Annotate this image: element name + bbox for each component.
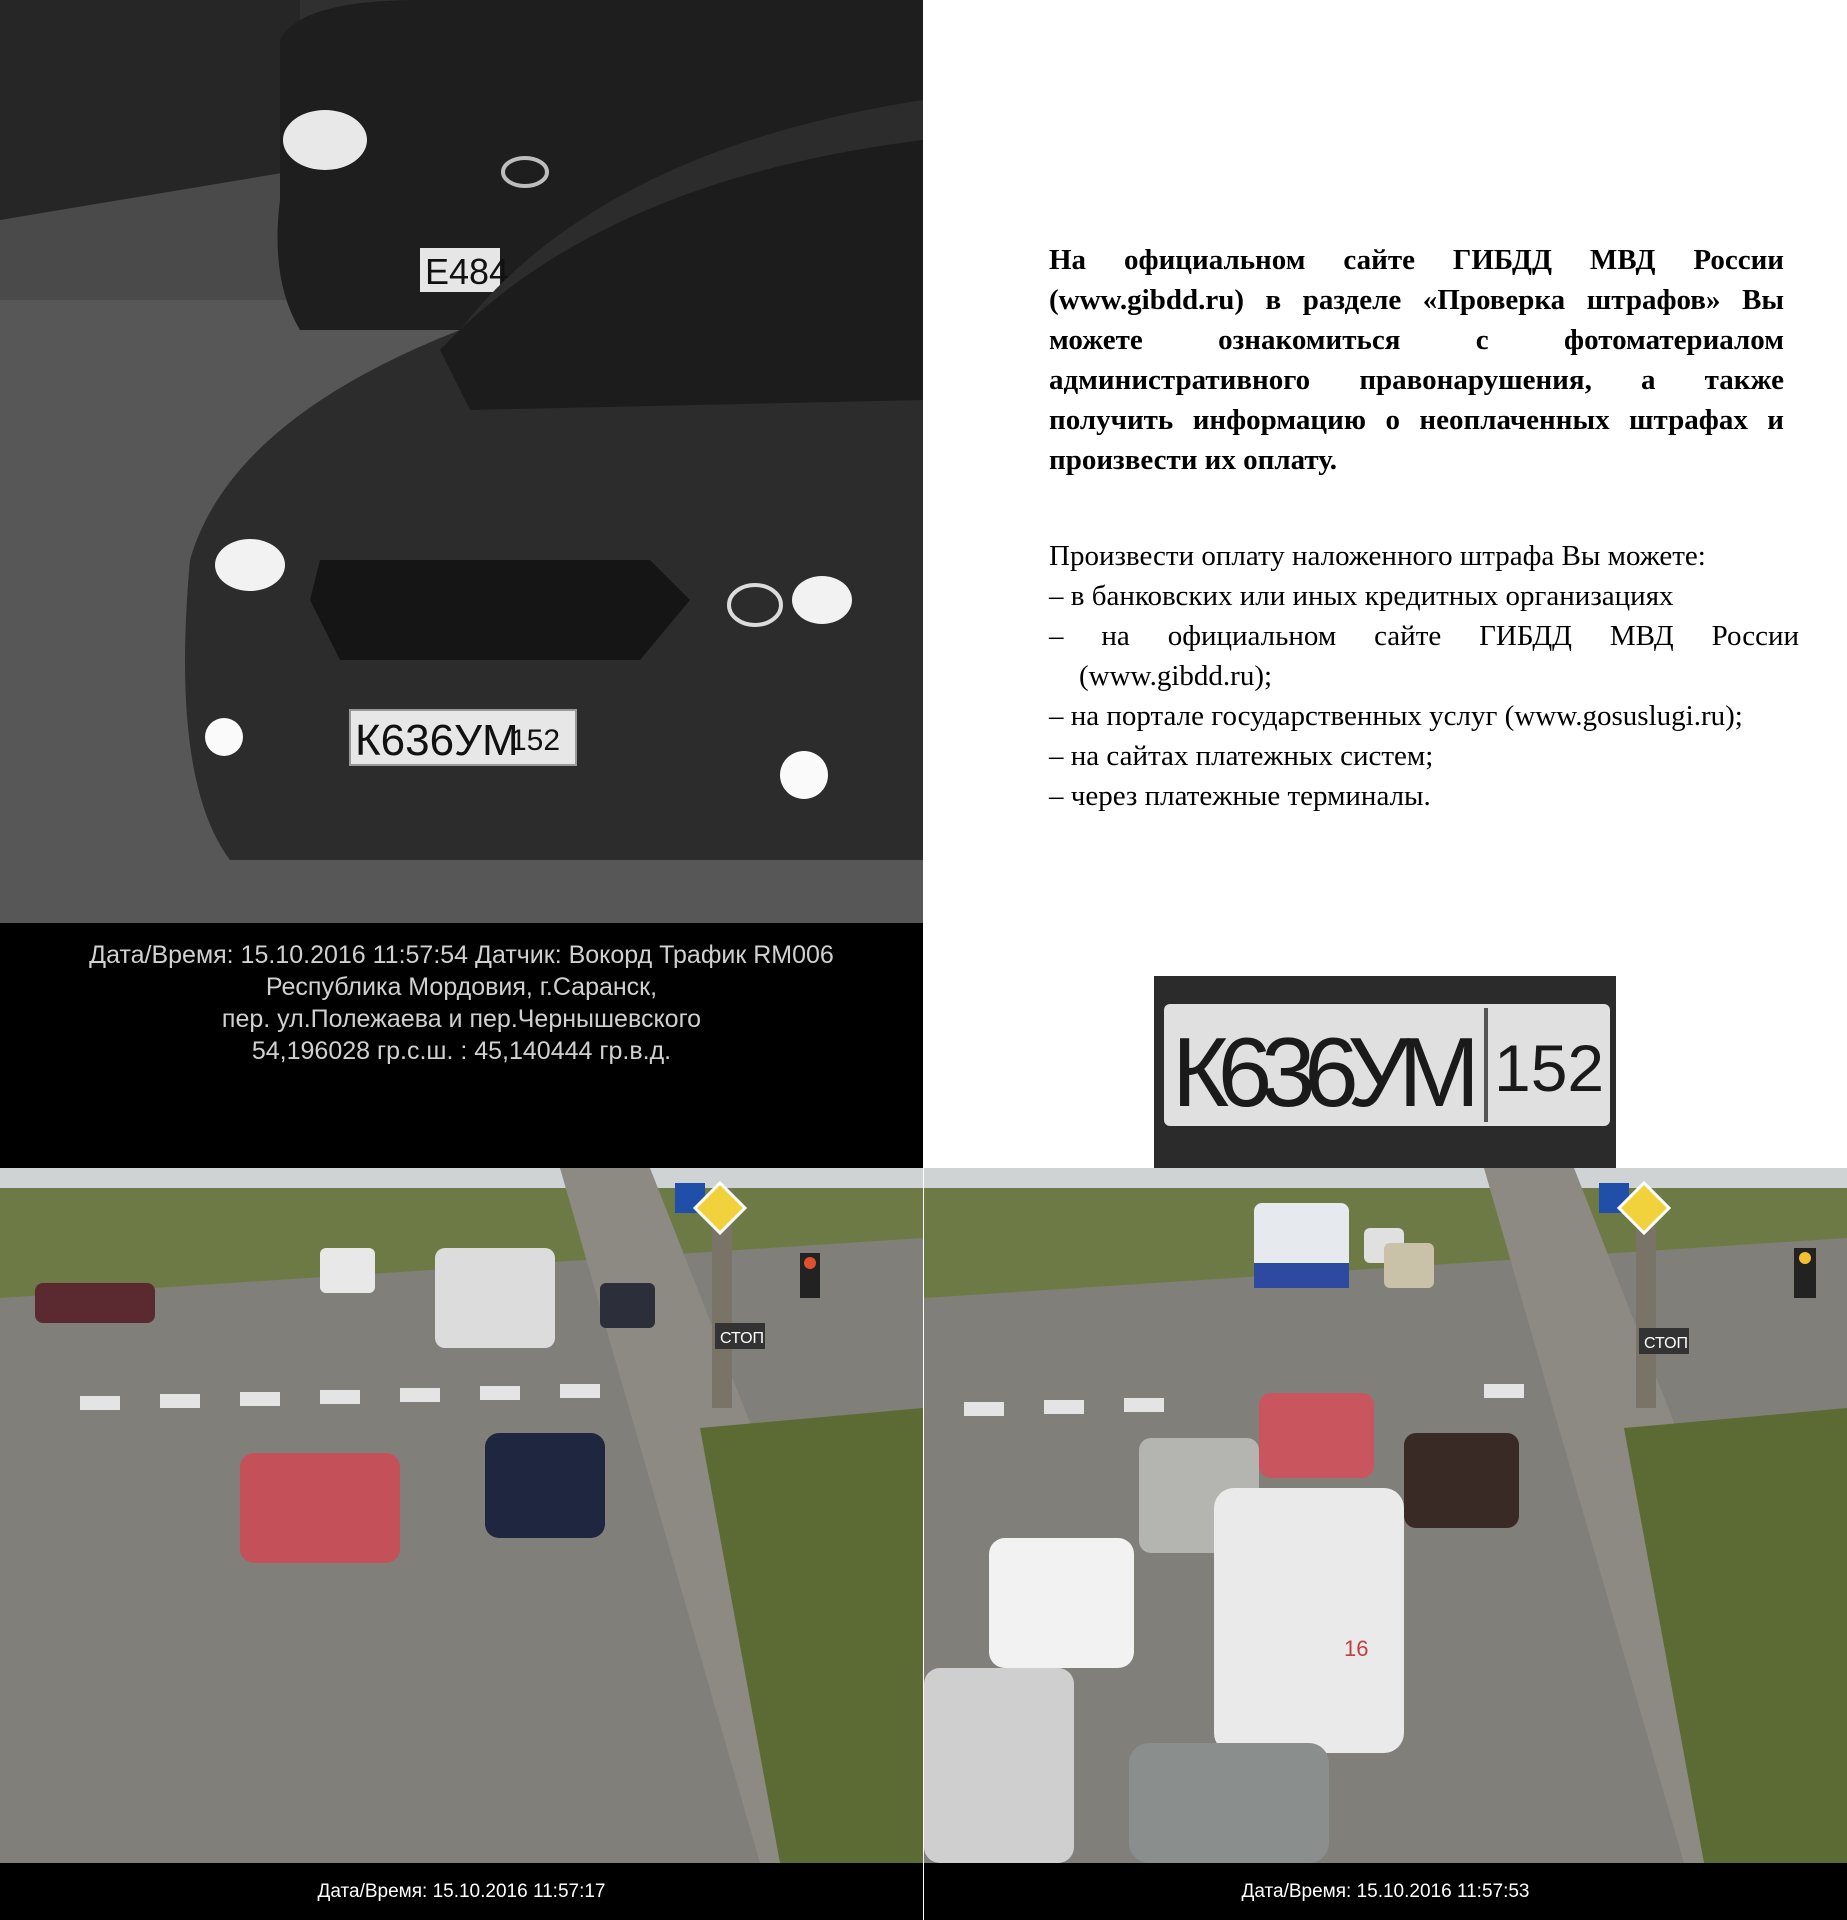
plate-zoom-region: 152 (1494, 1031, 1605, 1105)
payment-option-gosuslugi: – на портале государственных услуг (www.gosuslugi.ru); (1049, 700, 1743, 732)
front-car-plate: К636УМ (355, 716, 519, 765)
front-car-plate-region: 152 (510, 724, 561, 757)
infrared-camera-photo (0, 0, 923, 923)
payment-intro: Произвести оплату наложенного штрафа Вы можете: (1049, 540, 1706, 572)
traffic-photo-right (924, 1168, 1847, 1863)
plate-zoom-main: К636УМ (1172, 1017, 1480, 1127)
traffic-photo-right-caption: Дата/Время: 15.10.2016 11:57:53 (924, 1863, 1847, 1920)
gibdd-website-paragraph: На официальном сайте ГИБДД МВД России (www.gibdd.ru) в разделе «Проверка штрафов» Вы можете ознакомиться с фотоматериалом административного правонарушения, а также получить информацию о неоплаченных штрафах и произвести их оплату. (1049, 244, 1784, 476)
payment-notice (1049, 240, 1799, 816)
payment-option-terminals: – через платежные терминалы. (1049, 780, 1431, 812)
infrared-photo-caption (0, 923, 923, 1168)
payment-option-payment-systems: – на сайтах платежных систем; (1049, 740, 1434, 772)
payment-option-banks: – в банковских или иных кредитных организациях (1049, 580, 1674, 612)
traffic-scene-left (0, 1168, 923, 1863)
payment-methods-block (1049, 536, 1799, 816)
traffic-scene-right (924, 1168, 1847, 1863)
caption-line-coordinates: 54,196028 гр.с.ш. : 45,140444 гр.в.д. (251, 1037, 672, 1065)
stop-sign-left: СТОП (720, 1330, 765, 1347)
payment-option-gibdd: – на официальном сайте ГИБДД МВД России (www.gibdd.ru); (1049, 620, 1799, 692)
caption-line-region: Республика Мордовия, г.Саранск, (265, 973, 658, 1001)
caption-line-intersection: пер. ул.Полежаева и пер.Чернышевского (221, 1005, 702, 1033)
caption-line-datetime-sensor: Дата/Время: 15.10.2016 11:57:54 Датчик: Вокорд Трафик RM006 (89, 941, 834, 969)
payment-options-list (1049, 576, 1799, 816)
back-car-plate: Е484 (425, 251, 510, 292)
stop-sign-right: СТОП (1644, 1335, 1689, 1352)
license-plate-zoom (1154, 976, 1616, 1168)
traffic-photo-left (0, 1168, 923, 1863)
bus-route-number: 16 (1344, 1636, 1369, 1661)
traffic-photo-left-caption: Дата/Время: 15.10.2016 11:57:17 (0, 1863, 923, 1920)
plate-zoom-image (1154, 976, 1616, 1168)
infrared-scene (0, 0, 923, 923)
